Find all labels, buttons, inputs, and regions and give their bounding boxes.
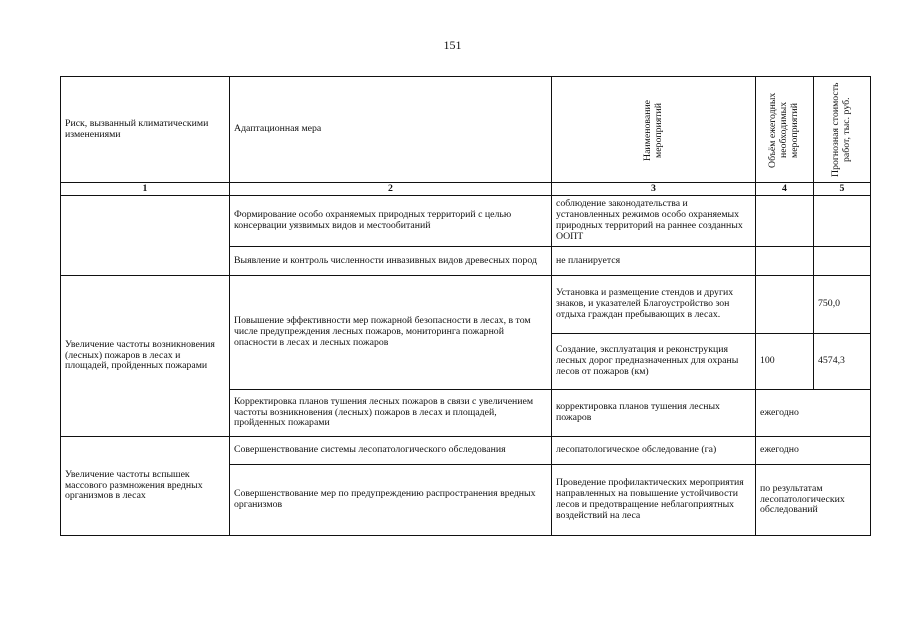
measure-cell: Повышение эффективности мер пожарной безопасности в лесах, в том числе предупреждения лесных пожаров, мониторинга пожарной опасности в лесах и лесных пожаров — [230, 276, 552, 390]
measure-cell: Совершенствование мер по предупреждению распространения вредных организмов — [230, 465, 552, 536]
cost-cell: 750,0 — [814, 276, 871, 334]
schedule-cell: по результатам лесопатологических обследований — [756, 465, 871, 536]
activity-cell: лесопатологическое обследование (га) — [552, 437, 756, 465]
risk-cell: Увеличение частоты вспышек массового размножения вредных организмов в лесах — [61, 437, 230, 536]
activity-cell: Создание, эксплуатация и реконструкция лесных дорог предназначенных для охраны лесов от пожаров (км) — [552, 334, 756, 390]
header-cost-text: Прогнозная стоимость работ, тыс. руб. — [830, 82, 852, 177]
schedule-cell: ежегодно — [756, 437, 871, 465]
measure-cell: Формирование особо охраняемых природных территорий с целью консервации уязвимых видов и местообитаний — [230, 196, 552, 247]
table-row — [61, 196, 871, 247]
risk-cell: Увеличение частоты возникновения (лесных) пожаров в лесах и площадей, пройденных пожарами — [61, 276, 230, 437]
volume-cell: 100 — [756, 334, 814, 390]
column-number: 3 — [552, 183, 756, 196]
header-cost — [814, 77, 871, 183]
activity-cell: не планируется — [552, 247, 756, 276]
cost-cell: 4574,3 — [814, 334, 871, 390]
header-activity-text: Наименование мероприятий — [641, 98, 664, 161]
measure-cell: Выявление и контроль численности инвазивных видов древесных пород — [230, 247, 552, 276]
activity-cell: Проведение профилактических мероприятия направленных на повышение устойчивости лесов и предотвращение неблагоприятных воздействий на леса — [552, 465, 756, 536]
volume-cell — [756, 247, 814, 276]
volume-cell — [756, 196, 814, 247]
volume-cell — [756, 276, 814, 334]
header-activity — [552, 77, 756, 183]
measure-cell: Совершенствование системы лесопатологического обследования — [230, 437, 552, 465]
measure-cell: Корректировка планов тушения лесных пожаров в связи с увеличением частоты возникновения (лесных) пожаров в лесах и площадей, пройденных пожарами — [230, 390, 552, 437]
table-header-row — [61, 77, 871, 183]
column-number: 4 — [756, 183, 814, 196]
cost-cell — [814, 196, 871, 247]
header-volume-text: Объём ежегодных необходимых мероприятий — [767, 91, 800, 168]
activity-cell: корректировка планов тушения лесных пожаров — [552, 390, 756, 437]
header-risk: Риск, вызванный климатическими изменениями — [61, 77, 230, 183]
column-number: 2 — [230, 183, 552, 196]
adaptation-measures-table — [60, 76, 871, 536]
activity-cell: соблюдение законодательства и установленных режимов особо охраняемых природных территорий на раннее созданных ООПТ — [552, 196, 756, 247]
header-volume — [756, 77, 814, 183]
column-number-row — [61, 183, 871, 196]
cost-cell — [814, 247, 871, 276]
page-number: 151 — [443, 38, 462, 52]
risk-cell-empty — [61, 196, 230, 276]
column-number: 1 — [61, 183, 230, 196]
table-row — [61, 276, 871, 334]
activity-cell: Установка и размещение стендов и других знаков, и указателей Благоустройство зон отдыха граждан пребывающих в лесах. — [552, 276, 756, 334]
column-number: 5 — [814, 183, 871, 196]
header-measure: Адаптационная мера — [230, 77, 552, 183]
schedule-cell: ежегодно — [756, 390, 871, 437]
table-row — [61, 437, 871, 465]
